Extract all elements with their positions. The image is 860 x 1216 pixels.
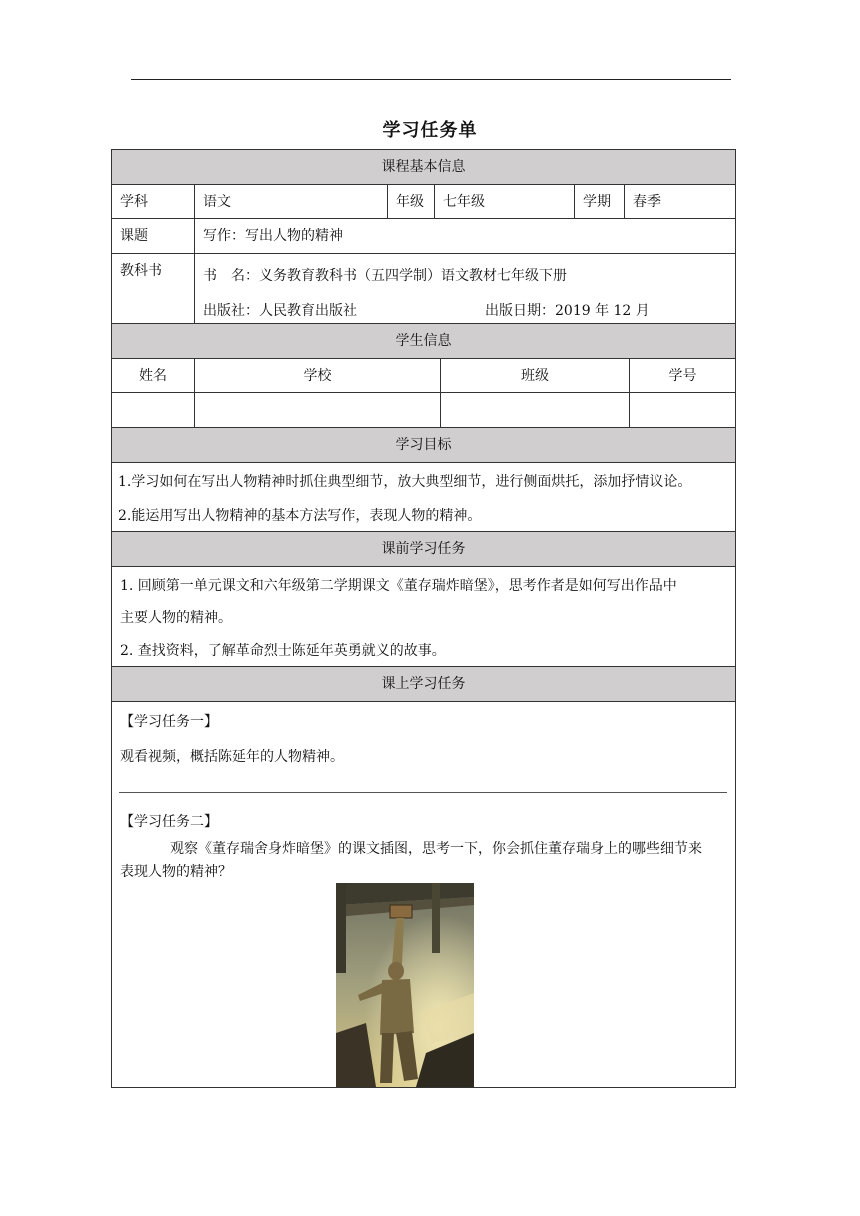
course-topic-row [112,219,735,254]
student-class-field[interactable] [440,393,629,427]
objectives-body [112,463,735,532]
grade-value: 七年级 [434,185,574,218]
student-school-header: 学校 [194,359,440,392]
objective-item-1: 1.学习如何在写出人物精神时抓住典型细节，放大典型细节，进行侧面烘托，添加抒情议论。 [118,474,692,490]
header-rule [131,79,731,80]
student-info-entry-row [112,393,735,428]
book-name: 书 名：义务教育教科书（五四学制）语文教材七年级下册 [203,268,567,284]
publisher: 出版社：人民教育出版社 [203,303,357,319]
student-name-header: 姓名 [139,368,167,384]
publish-date: 出版日期：2019 年 12 月 [485,303,650,319]
student-info-header: 学生信息 [112,324,735,359]
dong-cunrui-illustration [336,883,474,1087]
course-subject-row [112,185,735,219]
term-label: 学期 [574,185,624,218]
preclass-item-2: 2. 查找资料，了解革命烈士陈延年英勇就义的故事。 [120,643,446,659]
preclass-header: 课前学习任务 [112,532,735,567]
topic-label: 课题 [120,228,148,244]
task-2-title: 【学习任务二】 [120,814,218,830]
task-2-line-2: 表现人物的精神？ [120,864,232,880]
preclass-item-1-line-1: 1. 回顾第一单元课文和六年级第二学期课文《董存瑞炸暗堡》，思考作者是如何写出作品中 [120,578,677,594]
task-2-line-1: 观察《董存瑞舍身炸暗堡》的课文插图，思考一下，你会抓住董存瑞身上的哪些细节来 [170,841,702,857]
task-sheet-table [111,149,736,1088]
student-number-header: 学号 [629,359,735,392]
page-title: 学习任务单 [382,120,478,141]
preclass-item-1-line-2: 主要人物的精神。 [120,610,232,626]
inclass-header: 课上学习任务 [112,667,735,702]
task-1-text: 观看视频，概括陈延年的人物精神。 [120,749,344,765]
student-name-field[interactable] [112,393,194,427]
preclass-body [112,567,735,667]
subject-label: 学科 [120,194,148,210]
student-school-field[interactable] [194,393,440,427]
student-class-header: 班级 [440,359,629,392]
textbook-label: 教科书 [120,263,162,279]
objective-item-2: 2.能运用写出人物精神的基本方法写作，表现人物的精神。 [118,508,482,524]
term-value: 春季 [624,185,735,218]
objectives-header: 学习目标 [112,428,735,463]
grade-label: 年级 [387,185,434,218]
subject-value: 语文 [194,185,387,218]
student-number-field[interactable] [629,393,735,427]
course-info-header: 课程基本信息 [112,150,735,185]
topic-value: 写作：写出人物的精神 [194,219,735,253]
task-1-answer-line[interactable] [119,792,727,793]
course-textbook-row [112,254,735,324]
textbook-details [194,254,735,323]
task-1-title: 【学习任务一】 [120,714,218,730]
student-info-columns [112,359,735,393]
